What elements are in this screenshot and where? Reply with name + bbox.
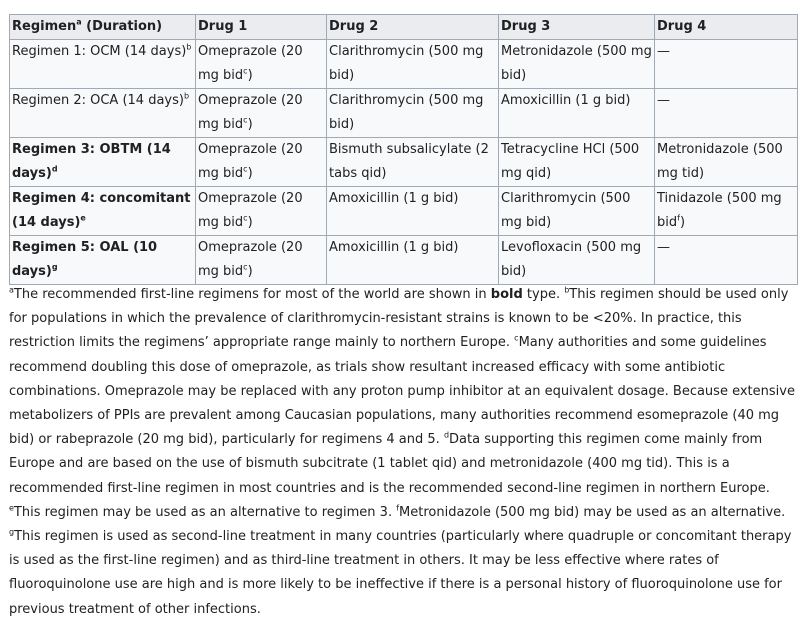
drug-2-cell: Amoxicillin (1 g bid) — [327, 236, 499, 285]
drug-1-cell: Omeprazole (20 mg bid$^c$) — [196, 40, 327, 89]
footnote-e: This regimen may be used as an alternative to regimen 3. — [13, 504, 397, 520]
table-row — [10, 89, 798, 138]
drug-3-cell: Amoxicillin (1 g bid) — [499, 89, 655, 138]
header-drug-1: Drug 1 — [196, 15, 327, 40]
drug-2-cell: Bismuth subsalicylate (2 tabs qid) — [327, 138, 499, 187]
drug-1-cell: Omeprazole (20 mg bid$^c$) — [196, 138, 327, 187]
drug-2-cell: Clarithromycin (500 mg bid) — [327, 89, 499, 138]
drug-4-cell: — — [655, 236, 798, 285]
drug-1-cell: Omeprazole (20 mg bid$^c$) — [196, 236, 327, 285]
drug-4-cell: — — [655, 40, 798, 89]
footnote-f: Metronidazole (500 mg bid) may be used as an alternative. — [399, 504, 786, 520]
header-drug-2: Drug 2 — [327, 15, 499, 40]
drug-3-cell: Clarithromycin (500 mg bid) — [499, 187, 655, 236]
table-row — [10, 236, 798, 285]
drug-2-cell: Amoxicillin (1 g bid) — [327, 187, 499, 236]
header-row — [10, 15, 798, 40]
footnote-a-after: type. — [522, 287, 565, 302]
table-row — [10, 40, 798, 89]
drug-4-cell: — — [655, 89, 798, 138]
table-row — [10, 187, 798, 236]
footnote-a-bold: bold — [490, 287, 523, 302]
footnote-d: Data supporting this regimen come mainly from Europe and are based on the use of bismuth subcitrate (1 tablet qid) and metronidazole (400 mg tid). This is a recommended first-line regimen in most countries and is the recommended second-line regimen in northern Europe. — [9, 432, 770, 496]
regimen-cell: Regimen 4: concomitant (14 days)$^e$ — [10, 187, 196, 236]
drug-1-cell: Omeprazole (20 mg bid$^c$) — [196, 89, 327, 138]
footnote-marker-f: f — [396, 503, 400, 513]
footnote-b: This regimen should be used only for populations in which the prevalence of clarithromycin-resistant strains is known to be <20%. In practice, this restriction limits the regimens’ appropriate range mainly to northern Europe. — [9, 287, 789, 351]
regimen-cell: Regimen 3: OBTM (14 days)$^d$ — [10, 138, 196, 187]
drug-3-cell: Metronidazole (500 mg bid) — [499, 40, 655, 89]
footnote-a: The recommended first-line regimens for most of the world are shown in — [13, 287, 491, 302]
drug-3-cell: Tetracycline HCl (500 mg qid) — [499, 138, 655, 187]
header-drug-4: Drug 4 — [655, 15, 798, 40]
footnote-g: This regimen is used as second-line treatment in many countries (particularly where quadruple or concomitant therapy is used as the first-line regimen) and as third-line treatment in others. It may be less effective where rates of fluoroquinolone use are high and is more likely to be ineffective if there is a personal history of fluoroquinolone use for previous treatment of other infections. — [9, 529, 792, 617]
drug-1-cell: Omeprazole (20 mg bid$^c$) — [196, 187, 327, 236]
regimen-table — [9, 14, 798, 285]
footnote-marker-c: c — [514, 334, 519, 344]
regimen-cell: Regimen 1: OCM (14 days)$^b$ — [10, 40, 196, 89]
footnote-marker-e: e — [9, 503, 14, 513]
regimen-cell: Regimen 2: OCA (14 days)$^b$ — [10, 89, 196, 138]
drug-4-cell: Tinidazole (500 mg bid$^f$) — [655, 187, 798, 236]
footnote-marker-d: d — [443, 430, 450, 440]
table-row — [10, 138, 798, 187]
footnote-marker-a: a — [9, 285, 14, 295]
regimen-cell: Regimen 5: OAL (10 days)$^g$ — [10, 236, 196, 285]
footnote-marker-g: g — [9, 527, 15, 537]
footnote-marker-b: b — [564, 285, 570, 295]
footnotes — [9, 283, 799, 622]
drug-2-cell: Clarithromycin (500 mg bid) — [327, 40, 499, 89]
drug-3-cell: Levofloxacin (500 mg bid) — [499, 236, 655, 285]
header-regimen: Regimen$^a$ (Duration) — [10, 15, 196, 40]
drug-4-cell: Metronidazole (500 mg tid) — [655, 138, 798, 187]
header-drug-3: Drug 3 — [499, 15, 655, 40]
footnote-c: Many authorities and some guidelines recommend doubling this dose of omeprazole, as trials show resultant increased efficacy with some antibiotic combinations. Omeprazole may be replaced with any proton pump inhibitor at an equivalent dosage. Because extensive metabolizers of PPIs are prevalent among Caucasian populations, many authorities recommend esomeprazole (40 mg bid) or rabeprazole (20 mg bid), particularly for regimens 4 and 5. — [9, 335, 795, 448]
